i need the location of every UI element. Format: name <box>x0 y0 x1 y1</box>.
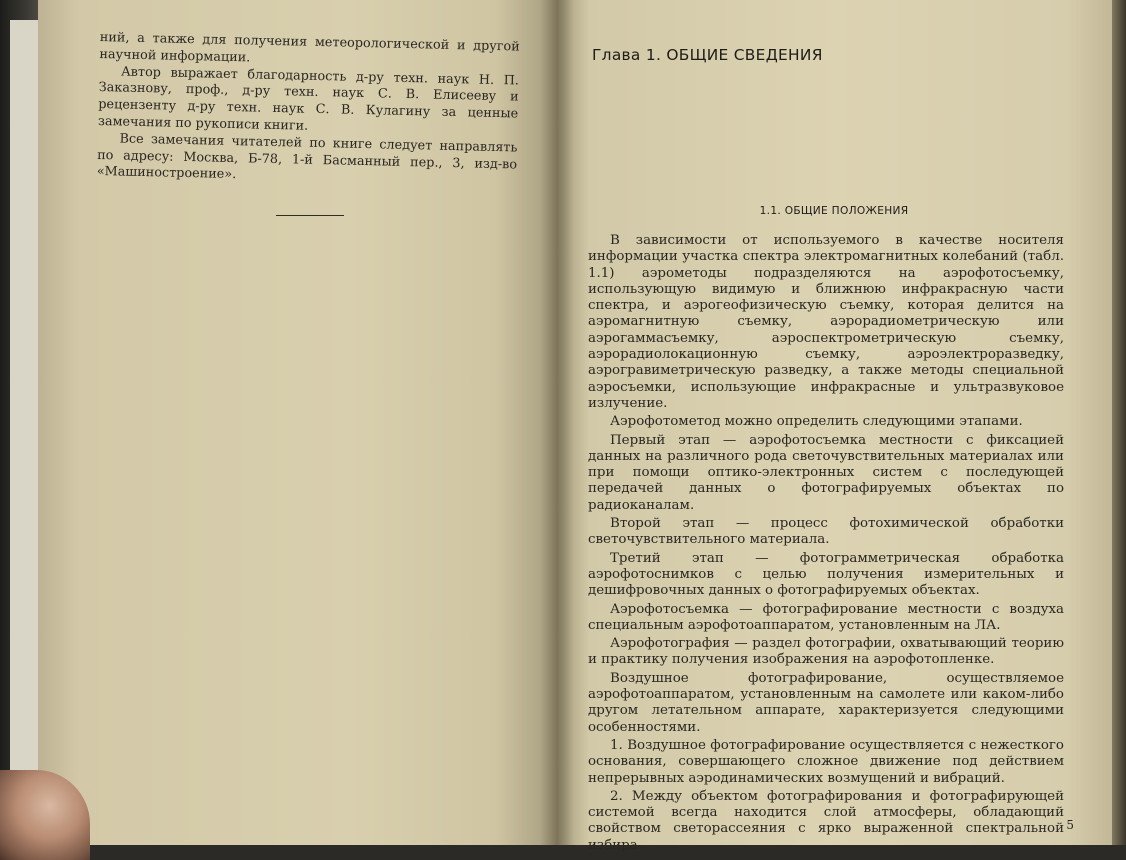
section-divider-line <box>276 215 344 216</box>
right-paragraph: Первый этап — аэрофотосъемка местности с фиксацией данных на различного рода светочувствительных материалах или при помощи оптико-электронных систем с последующей передачей данных о фотографируемых объектах по радиоканалам. <box>588 432 1064 513</box>
background-right-edge <box>1110 0 1126 845</box>
right-paragraph: Аэрофотография — раздел фотографии, охватывающий теорию и практику получения изображения на аэрофотопленке. <box>588 636 1064 668</box>
right-paragraph: 2. Между объектом фотографирования и фотографирующей системой всегда находится слой атмосферы, обладающий свойством светорассеяния с ярко выраженной спектральной избира- <box>588 788 1064 853</box>
left-page <box>38 0 558 845</box>
right-paragraph: Аэрофотометод можно определить следующими этапами. <box>610 414 1023 430</box>
background-white-strip <box>10 20 40 800</box>
right-paragraph: Аэрофотосъемка — фотографирование местности с воздуха специальным аэрофотоаппаратом, установленным на ЛА. <box>588 601 1064 633</box>
book-gutter-shadow <box>540 0 574 845</box>
right-paragraph: Второй этап — процесс фотохимической обработки светочувствительного материала. <box>588 516 1064 548</box>
left-paragraph: Автор выражает благодарность д-ру техн. наук Н. П. Заказнову, проф., д-ру техн. наук С. В. Елисееву и рецензенту д-ру техн. наук С. В. Кулагину за ценные замечания по рукописи книги. <box>97 64 520 134</box>
right-paragraph: В зависимости от используемого в качестве носителя информации участка спектра электромагнитных колебаний (табл. 1.1) аэрометоды подразделяются на аэрофотосъемку, использующую видимую и ближнюю инфракрасную части спектра, и аэрогеофизическую съемку, которая делится на аэромагнитную съемку, аэрорадиометрическую или аэрогаммасъемку, аэроспектрометрическую съемку, аэрорадиолокационную съемку, аэроэлектроразведку, аэрогравиметрическую разведку, а также методы специальной аэросъемки, использующие инфракрасные и ультразвуковое излучение. <box>588 233 1064 411</box>
left-paragraph: ний, а также для получения метеорологической и другой научной информации. <box>99 30 520 66</box>
right-page <box>556 0 1112 853</box>
page-number: 5 <box>1066 818 1074 832</box>
right-paragraph: Воздушное фотографирование, осуществляемое аэрофотоаппаратом, установленным на самолете или каком-либо другом летательном аппарате, характеризуется следующими особенностями. <box>588 670 1064 735</box>
right-page-text <box>588 233 1064 856</box>
chapter-title: Глава 1. ОБЩИЕ СВЕДЕНИЯ <box>592 46 823 64</box>
right-paragraph: Третий этап — фотограмметрическая обработка аэрофотоснимков с целью получения измерительных и дешифровочных данных о фотографируемых объектах. <box>588 550 1064 599</box>
left-page-text <box>97 30 520 191</box>
left-paragraph: Все замечания читателей по книге следует направлять по адресу: Москва, Б-78, 1-й Басманный пер., 3, изд-во «Машиностроение». <box>96 131 518 183</box>
section-title: 1.1. ОБЩИЕ ПОЛОЖЕНИЯ <box>759 205 909 217</box>
right-paragraph: 1. Воздушное фотографирование осуществляется с нежесткого основания, совершающего сложное движение под действием непрерывных аэродинамических возмущений и вибраций. <box>588 737 1064 786</box>
